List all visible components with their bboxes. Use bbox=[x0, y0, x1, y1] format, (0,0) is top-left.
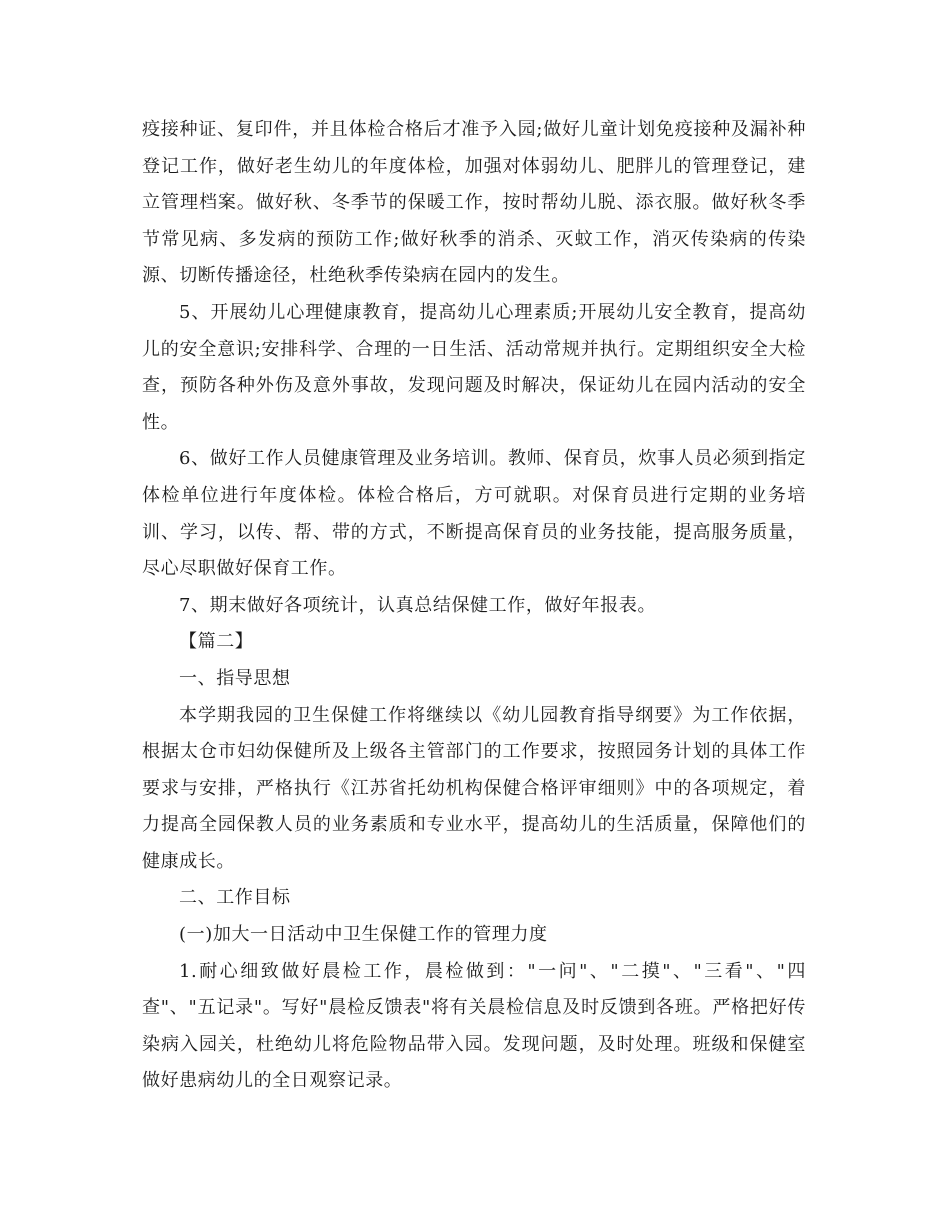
paragraph-4: 7、期末做好各项统计，认真总结保健工作，做好年报表。 bbox=[179, 594, 657, 616]
heading-guiding-ideology: 一、指导思想 bbox=[179, 667, 291, 689]
paragraph-10: 1.耐心细致做好晨检工作，晨检做到："一问"、"二摸"、"三看"、"四查"、"五记录"。写好"晨检反馈表"将有关晨检信息及时反馈到各班。严格把好传染病入园关，杜绝幼儿将危险物品带入园。发现问题，及时处理。班级和保健室做好患病幼儿的全日观察记录。 bbox=[142, 960, 806, 1092]
document-body bbox=[142, 112, 806, 1100]
paragraph-7: 本学期我园的卫生保健工作将继续以《幼儿园教育指导纲要》为工作依据，根据太仓市妇幼保健所及上级各主管部门的工作要求，按照园务计划的具体工作要求与安排，严格执行《江苏省托幼机构保健合格评审细则》中的各项规定，着力提高全园保教人员的业务素质和专业水平，提高幼儿的生活质量，保障他们的健康成长。 bbox=[142, 704, 806, 872]
paragraph-3: 6、做好工作人员健康管理及业务培训。教师、保育员，炊事人员必须到指定体检单位进行年度体检。体检合格后，方可就职。对保育员进行定期的业务培训、学习，以传、帮、带的方式，不断提高保育员的业务技能，提高服务质量，尽心尽职做好保育工作。 bbox=[142, 448, 806, 580]
heading-work-goals: 二、工作目标 bbox=[179, 887, 291, 909]
paragraph-1: 疫接种证、复印件，并且体检合格后才准予入园;做好儿童计划免疫接种及漏补种登记工作，做好老生幼儿的年度体检，加强对体弱幼儿、肥胖儿的管理登记，建立管理档案。做好秋、冬季节的保暖工作，按时帮幼儿脱、添衣服。做好秋冬季节常见病、多发病的预防工作;做好秋季的消杀、灭蚊工作，消灭传染病的传染源、切断传播途径，杜绝秋季传染病在园内的发生。 bbox=[142, 119, 806, 287]
paragraph-2: 5、开展幼儿心理健康教育，提高幼儿心理素质;开展幼儿安全教育，提高幼儿的安全意识;安排科学、合理的一日生活、活动常规并执行。定期组织安全大检查，预防各种外伤及意外事故，发现问题及时解决，保证幼儿在园内活动的安全性。 bbox=[142, 301, 806, 433]
section-heading-part-two: 【篇二】 bbox=[179, 631, 254, 653]
subheading-management: (一)加大一日活动中卫生保健工作的管理力度 bbox=[179, 924, 548, 946]
